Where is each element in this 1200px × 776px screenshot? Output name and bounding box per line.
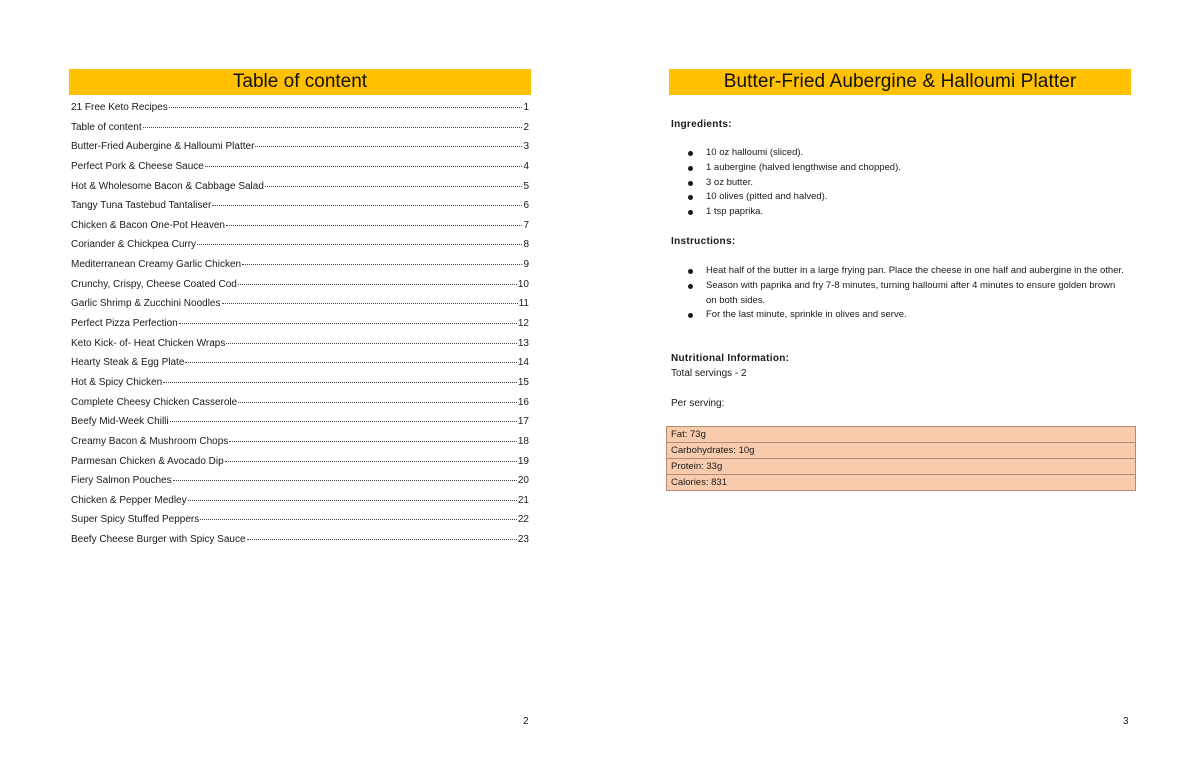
toc-entry-page: 14	[517, 357, 529, 369]
toc-dot-leader	[200, 519, 517, 520]
toc-entry-page: 1	[523, 102, 529, 113]
toc-entry-title: Beefy Cheese Burger with Spicy Sauce	[71, 534, 246, 546]
toc-entry[interactable]	[71, 159, 529, 179]
toc-dot-leader	[226, 343, 517, 344]
page-number-right: 3	[1123, 716, 1129, 727]
nutrition-row	[667, 459, 1136, 475]
toc-entry[interactable]	[71, 355, 529, 375]
toc-entry-title: Beefy Mid-Week Chilli	[71, 416, 169, 428]
toc-entry[interactable]	[71, 532, 529, 552]
toc-dot-leader	[229, 441, 517, 442]
instruction-step: Heat half of the butter in a large frying pan. Place the cheese in one half and aubergine in the other.	[686, 264, 1126, 279]
nutrition-cell: Protein: 33g	[667, 459, 1136, 475]
ingredient-item: 1 aubergine (halved lengthwise and chopped).	[686, 161, 1106, 176]
instruction-step: For the last minute, sprinkle in olives and serve.	[686, 308, 1126, 323]
instructions-heading: Instructions:	[671, 236, 736, 247]
ingredient-item: 3 oz butter.	[686, 176, 1106, 191]
toc-entry-page: 15	[517, 376, 529, 388]
toc-entry-page: 8	[523, 239, 529, 251]
toc-entry-page: 13	[517, 337, 529, 349]
toc-entry[interactable]	[71, 473, 529, 493]
toc-entry-title: Complete Cheesy Chicken Casserole	[71, 396, 238, 408]
toc-heading: Table of content	[69, 69, 531, 95]
toc-entry[interactable]	[71, 395, 529, 415]
toc-entry-page: 19	[517, 455, 529, 467]
toc-entry[interactable]	[71, 316, 529, 336]
toc-dot-leader	[143, 127, 523, 128]
toc-entry-title: Crunchy, Crispy, Cheese Coated Cod	[71, 278, 237, 290]
toc-entry[interactable]	[71, 277, 529, 297]
toc-dot-leader	[212, 205, 522, 206]
toc-entry-title: Creamy Bacon & Mushroom Chops	[71, 435, 229, 447]
toc-entry-page: 2	[523, 121, 529, 133]
toc-entry-page: 12	[517, 318, 529, 330]
toc-entry-page: 16	[517, 396, 529, 408]
toc-dot-leader	[255, 146, 522, 147]
toc-entry-title: Hot & Wholesome Bacon & Cabbage Salad	[71, 180, 264, 192]
toc-entry-title: Table of content	[71, 121, 142, 133]
nutrition-cell: Calories: 831	[667, 475, 1136, 491]
toc-entry[interactable]	[71, 454, 529, 474]
nutrition-row	[667, 427, 1136, 443]
ingredient-item: 1 tsp paprika.	[686, 205, 1106, 220]
toc-dot-leader	[205, 166, 523, 167]
toc-dot-leader	[238, 402, 517, 403]
toc-entry-title: Chicken & Pepper Medley	[71, 494, 187, 506]
toc-entry-page: 3	[523, 141, 529, 153]
toc-dot-leader	[226, 225, 522, 226]
ingredient-item: 10 oz halloumi (sliced).	[686, 146, 1106, 161]
total-servings: Total servings - 2	[671, 368, 747, 379]
instructions-list	[686, 264, 1126, 323]
toc-list	[71, 100, 529, 552]
toc-entry-title: Chicken & Bacon One-Pot Heaven	[71, 219, 225, 231]
toc-entry-page: 20	[517, 475, 529, 487]
toc-entry-title: 21 Free Keto Recipes	[71, 102, 168, 113]
toc-entry-page: 22	[517, 514, 529, 526]
toc-entry-title: Fiery Salmon Pouches	[71, 475, 172, 487]
toc-entry-title: Mediterranean Creamy Garlic Chicken	[71, 259, 242, 271]
toc-entry-page: 7	[523, 219, 529, 231]
toc-entry-title: Hearty Steak & Egg Plate	[71, 357, 185, 369]
toc-dot-leader	[238, 284, 517, 285]
toc-entry-title: Tangy Tuna Tastebud Tantaliser	[71, 200, 212, 212]
toc-entry-title: Parmesan Chicken & Avocado Dip	[71, 455, 224, 467]
toc-entry[interactable]	[71, 493, 529, 513]
nutrition-table	[666, 426, 1136, 491]
ingredients-list	[686, 146, 1106, 220]
toc-entry[interactable]	[71, 296, 529, 316]
toc-entry-page: 11	[518, 298, 529, 310]
toc-entry-title: Super Spicy Stuffed Peppers	[71, 514, 200, 526]
toc-dot-leader	[179, 323, 517, 324]
toc-entry-page: 21	[517, 494, 529, 506]
recipe-title: Butter-Fried Aubergine & Halloumi Platter	[669, 69, 1131, 95]
toc-entry-page: 6	[523, 200, 529, 212]
nutrition-cell: Fat: 73g	[667, 427, 1136, 443]
page-number-left: 2	[523, 716, 529, 727]
instruction-step: Season with paprika and fry 7-8 minutes, turning halloumi after 4 minutes to ensure golden brown on both sides.	[686, 279, 1126, 309]
toc-entry-title: Butter-Fried Aubergine & Halloumi Platter	[71, 141, 255, 153]
toc-entry[interactable]	[71, 512, 529, 532]
toc-dot-leader	[242, 264, 522, 265]
toc-entry-page: 23	[517, 534, 529, 546]
toc-entry[interactable]	[71, 100, 529, 120]
ingredients-heading: Ingredients:	[671, 119, 732, 130]
nutrition-heading: Nutritional Information:	[671, 353, 790, 364]
ingredient-item: 10 olives (pitted and halved).	[686, 190, 1106, 205]
toc-entry-page: 4	[523, 160, 529, 172]
toc-entry[interactable]	[71, 336, 529, 356]
toc-dot-leader	[170, 421, 517, 422]
toc-dot-leader	[188, 500, 517, 501]
toc-entry[interactable]	[71, 414, 529, 434]
toc-entry[interactable]	[71, 257, 529, 277]
toc-dot-leader	[163, 382, 517, 383]
toc-entry-page: 9	[523, 259, 529, 271]
toc-entry-title: Perfect Pork & Cheese Sauce	[71, 160, 204, 172]
toc-entry-page: 17	[517, 416, 529, 428]
toc-entry[interactable]	[71, 218, 529, 238]
toc-dot-leader	[265, 186, 523, 187]
toc-entry[interactable]	[71, 139, 529, 159]
toc-entry[interactable]	[71, 434, 529, 454]
toc-entry[interactable]	[71, 120, 529, 140]
toc-entry[interactable]	[71, 375, 529, 395]
toc-entry[interactable]	[71, 198, 529, 218]
toc-entry-title: Hot & Spicy Chicken	[71, 376, 163, 388]
toc-dot-leader	[222, 303, 518, 304]
nutrition-row	[667, 443, 1136, 459]
per-serving-label: Per serving:	[671, 398, 725, 409]
toc-entry-page: 5	[523, 180, 529, 192]
toc-entry-page: 10	[517, 278, 529, 290]
toc-entry-title: Garlic Shrimp & Zucchini Noodles	[71, 298, 221, 310]
toc-dot-leader	[185, 362, 516, 363]
toc-entry-title: Perfect Pizza Perfection	[71, 318, 178, 330]
toc-dot-leader	[173, 480, 517, 481]
toc-dot-leader	[197, 244, 522, 245]
toc-entry-title: Keto Kick- of- Heat Chicken Wraps	[71, 337, 226, 349]
toc-dot-leader	[225, 461, 517, 462]
toc-dot-leader	[169, 107, 523, 108]
toc-entry-title: Coriander & Chickpea Curry	[71, 239, 197, 251]
toc-dot-leader	[247, 539, 517, 540]
toc-entry[interactable]	[71, 237, 529, 257]
toc-entry-page: 18	[517, 435, 529, 447]
nutrition-cell: Carbohydrates: 10g	[667, 443, 1136, 459]
toc-entry[interactable]	[71, 179, 529, 199]
right-page	[600, 0, 1200, 776]
nutrition-row	[667, 475, 1136, 491]
